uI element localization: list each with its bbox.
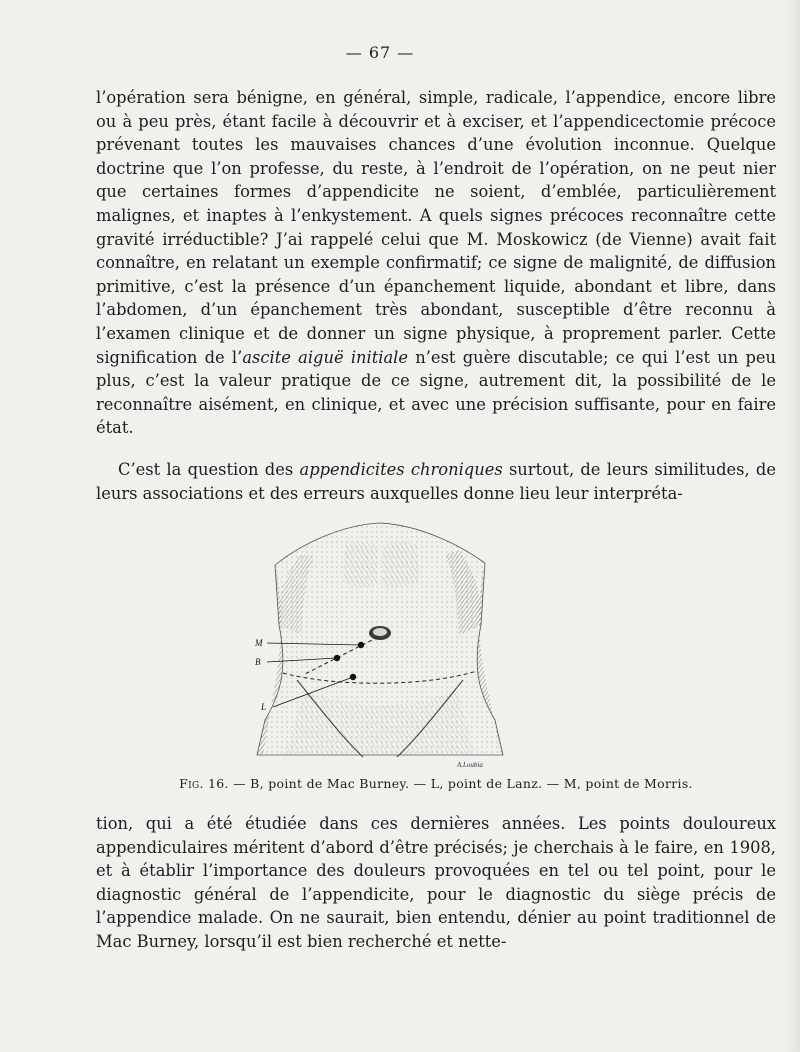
paragraph-3: tion, qui a été étudiée dans ces dernières années. Les points douloureux appendiculaires méritent d’abord d’être précisés; je cherchais à le faire, en 1908, et à établir l’importance des douleurs provoquées en tel ou tel point, pour le diagnostic général de l’appendicite, pour le diagnostic du siège précis de l’appendice malade. On ne saurait, bien entendu, dénier au point traditionnel de Mac Burney, lorsqu’il est bien recherché et nette- <box>96 814 776 951</box>
paragraph-1 <box>96 86 776 440</box>
paragraph-1-text: l’opération sera bénigne, en général, simple, radicale, l’appendice, encore libre ou à peu près, étant facile à découvrir et à exciser, et l’appendicectomie précoce prévenant toutes les mauvaises chances d’une évolution inconnue. Quelque doctrine que l’on professe, du reste, à l’endroit de l’opération, on ne peut nier que certaines formes d’appendicite ne soient, d’emblée, particulièrement malignes, et inaptes à l’enkystement. A quels signes précoces reconnaître cette gravité irréductible? J’ai rappelé celui que M. Moskowicz (de Vienne) avait fait connaître, en relatant un exemple confirmatif; ce signe de malignité, de diffusion primitive, c’est la présence d’un épanchement liquide, abondant et libre, dans l’abdomen, d’un épanchement très abondant, susceptible d’être reconnu à l’examen clinique et de donner un signe physique, à proprement parler. Cette signification de l’ <box>96 88 776 367</box>
paragraph-2-text-after: surtout, de leurs similitudes, de leurs associations et des erreurs auxquelles donne lieu leur interpréta- <box>96 460 776 503</box>
abdomen-illustration <box>245 515 515 770</box>
paragraph-2 <box>96 458 776 505</box>
abdomen-engraving <box>245 515 515 770</box>
paragraph-1-text-after: n’est guère discutable; ce qui l’est un peu plus, c’est la valeur pratique de ce signe, autrement dit, la possibilité de le reconnaître aisément, en clinique, et avec une précision suffisante, pour en faire état. <box>96 347 776 438</box>
navel-highlight <box>373 628 387 636</box>
engraver-signature: A.Loubia <box>457 761 483 769</box>
paragraph-1-italic-term: ascite aiguë initiale <box>242 347 409 367</box>
figure-caption-text: — B, point de Mac Burney. — L, point de Lanz. — M, point de Morris. <box>228 776 693 791</box>
paragraph-2-text-before: C’est la question des <box>118 460 300 479</box>
paragraph-2-italic-term: appendicites chroniques <box>299 460 503 479</box>
page-number: — 67 — <box>345 43 415 62</box>
label-l: L <box>261 702 267 712</box>
page-edge-shadow <box>786 0 800 1052</box>
figure-number: Fig. 16. <box>179 776 229 791</box>
label-b: B <box>255 657 261 667</box>
abdominal-segment <box>383 541 419 587</box>
figure-caption <box>96 776 776 791</box>
abdominal-segment <box>343 541 377 587</box>
label-m: M <box>255 638 263 648</box>
